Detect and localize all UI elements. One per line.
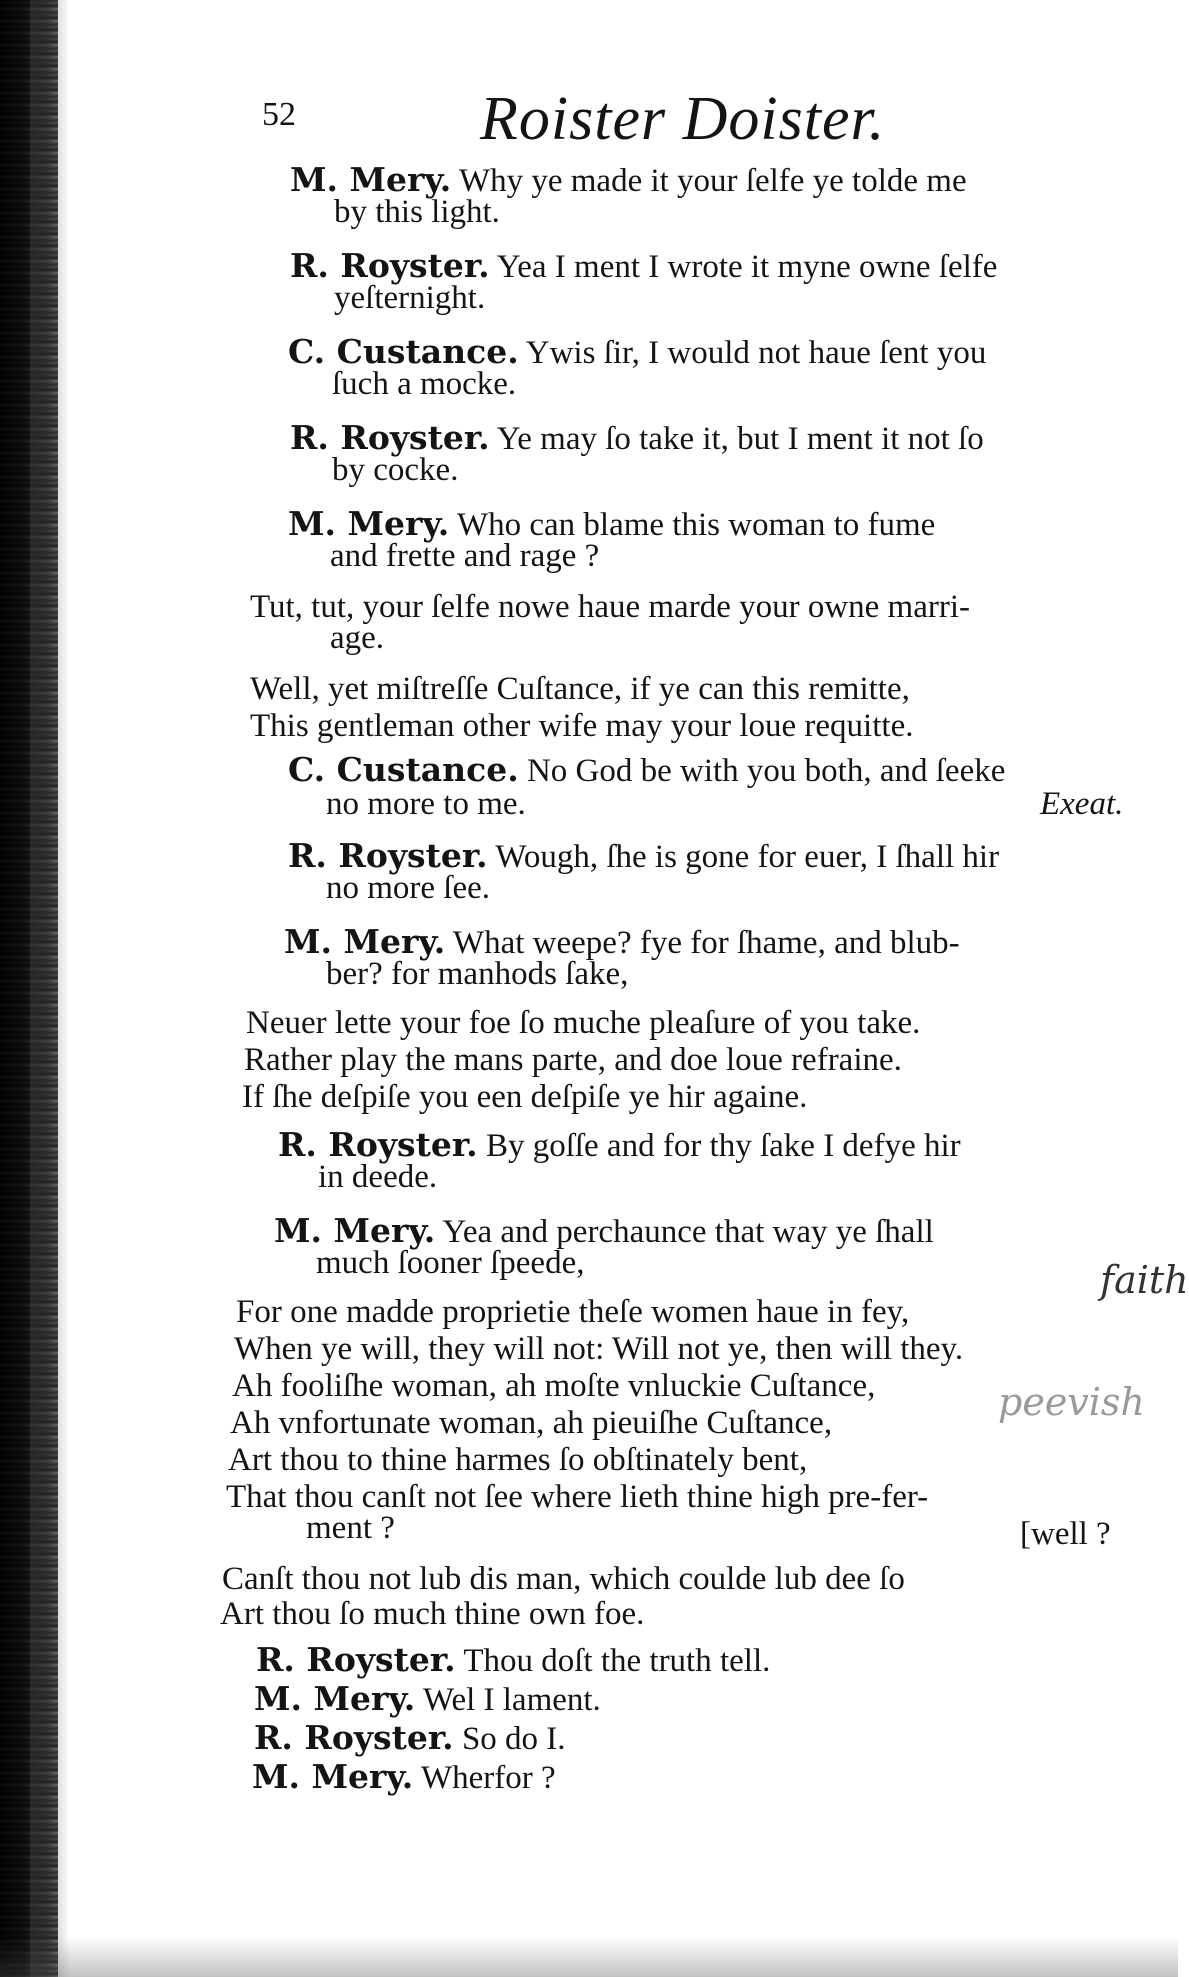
line-12 <box>0 619 1178 658</box>
line-8 <box>0 451 1178 490</box>
speaker-label: C. Custance. <box>288 750 519 789</box>
line-text: What weepe? fye for ſhame, and blub- <box>452 925 960 961</box>
line-21 <box>0 1004 1178 1043</box>
line-text: Tut, tut, your ſelfe nowe haue marde your owne marri- <box>250 589 971 625</box>
line-text: For one madde proprietie theſe women haue in fey, <box>236 1294 910 1330</box>
line-text: Thou doſt the truth tell. <box>463 1643 771 1679</box>
line-text: When ye will, they will not: Will not ye, then will they. <box>234 1331 964 1367</box>
line-text: Who can blame this woman to fume <box>456 507 936 543</box>
speaker-label: C. Custance. <box>288 332 519 371</box>
line-14 <box>0 707 1178 746</box>
line-text: Wherfor ? <box>420 1760 556 1796</box>
line-text: by this light. <box>334 194 500 230</box>
line-text: ſuch a mocke. <box>332 366 517 402</box>
line-38 <box>0 1679 1178 1720</box>
line-text: Ah fooliſhe woman, ah moſte vnluckie Cuſtance, <box>232 1368 876 1404</box>
line-text: Rather play the mans parte, and doe loue refraine. <box>244 1042 902 1078</box>
line-16 <box>0 785 1178 824</box>
line-25 <box>0 1158 1178 1197</box>
line-text: Ah vnfortunate woman, ah pieuiſhe Cuſtance, <box>230 1405 833 1441</box>
line-text: Well, yet miſtreſſe Cuſtance, if ye can this remitte, <box>250 671 910 707</box>
line-text: age. <box>330 620 385 656</box>
marginal-well: [well ? <box>1020 1516 1111 1552</box>
speaker-label: R. Royster. <box>288 836 488 875</box>
line-4 <box>0 279 1178 318</box>
speaker-label: M. Mery. <box>254 1679 416 1718</box>
line-text: Art thou to thine harmes ſo obſtinately bent, <box>228 1442 808 1478</box>
line-text: Yea and perchaunce that way ye ſhall <box>442 1214 934 1250</box>
line-2 <box>0 193 1178 232</box>
play-text <box>0 160 1178 1796</box>
handwritten-note-faith: faith <box>1100 1258 1189 1302</box>
line-text: no more to me. <box>326 786 526 822</box>
line-29 <box>0 1330 1178 1369</box>
line-27 <box>0 1244 1178 1283</box>
line-text: This gentleman other wife may your loue requitte. <box>250 708 914 744</box>
handwritten-note-peevish: peevish <box>998 1380 1145 1424</box>
line-text: Art thou ſo much thine own foe. <box>220 1596 645 1632</box>
speaker-label: M. Mery. <box>252 1757 414 1796</box>
line-text: and frette and rage ? <box>330 538 600 574</box>
line-text: ment ? <box>306 1510 395 1546</box>
line-37 <box>0 1640 1178 1681</box>
line-text: Ye may ſo take it, but I ment it not ſo <box>496 421 984 457</box>
line-20 <box>0 955 1178 994</box>
line-28 <box>0 1293 1178 1332</box>
line-text: No God be with you both, and ſeeke <box>526 753 1006 789</box>
stage-direction-exeat: Exeat. <box>1040 786 1124 822</box>
line-text: Ywis ſir, I would not haue ſent you <box>525 335 987 371</box>
line-text: Why ye made it your ſelfe ye tolde me <box>458 163 967 199</box>
line-text: Yea I ment I wrote it myne owne ſelfe <box>496 249 998 285</box>
line-35 <box>0 1560 1178 1599</box>
line-text: yeſternight. <box>334 280 486 316</box>
line-text: Neuer lette your foe ſo muche pleaſure of you take. <box>246 1005 921 1041</box>
line-36 <box>0 1595 1178 1634</box>
line-text: If ſhe deſpiſe you een deſpiſe ye hir againe. <box>242 1079 808 1115</box>
line-text: much ſooner ſpeede, <box>316 1245 585 1281</box>
speaker-label: R. Royster. <box>290 418 490 457</box>
speaker-label: M. Mery. <box>290 160 452 199</box>
speaker-label: M. Mery. <box>274 1211 436 1250</box>
line-text: no more ſee. <box>326 870 491 906</box>
line-text: Canſt thou not lub dis man, which coulde lub dee ſo <box>222 1561 905 1597</box>
line-text: So do I. <box>461 1721 566 1757</box>
line-13 <box>0 670 1178 709</box>
line-39 <box>0 1718 1178 1759</box>
line-text: By goſſe and for thy ſake I defye hir <box>485 1128 961 1164</box>
line-23 <box>0 1078 1178 1117</box>
speaker-label: R. Royster. <box>254 1718 454 1757</box>
line-32 <box>0 1441 1178 1480</box>
line-40 <box>0 1757 1178 1798</box>
speaker-label: R. Royster. <box>290 246 490 285</box>
line-text: Wel I lament. <box>422 1682 601 1718</box>
line-text: Wough, ſhe is gone for euer, I ſhall hir <box>495 839 1000 875</box>
speaker-label: R. Royster. <box>278 1125 478 1164</box>
line-10 <box>0 537 1178 576</box>
line-text: That thou canſt not ſee where lieth thine high pre-fer- <box>226 1479 929 1515</box>
line-6 <box>0 365 1178 404</box>
line-text: ber? for manhods ſake, <box>326 956 629 992</box>
line-text: by cocke. <box>332 452 459 488</box>
speaker-label: M. Mery. <box>288 504 450 543</box>
speaker-label: M. Mery. <box>284 922 446 961</box>
line-18 <box>0 869 1178 908</box>
running-title: Roister Doister. <box>480 85 886 153</box>
line-text: in deede. <box>318 1159 438 1195</box>
line-34 <box>0 1509 1178 1552</box>
speaker-label: R. Royster. <box>256 1640 456 1679</box>
bottom-edge-smudge <box>0 1937 1178 1977</box>
page-number: 52 <box>262 96 296 133</box>
line-22 <box>0 1041 1178 1080</box>
